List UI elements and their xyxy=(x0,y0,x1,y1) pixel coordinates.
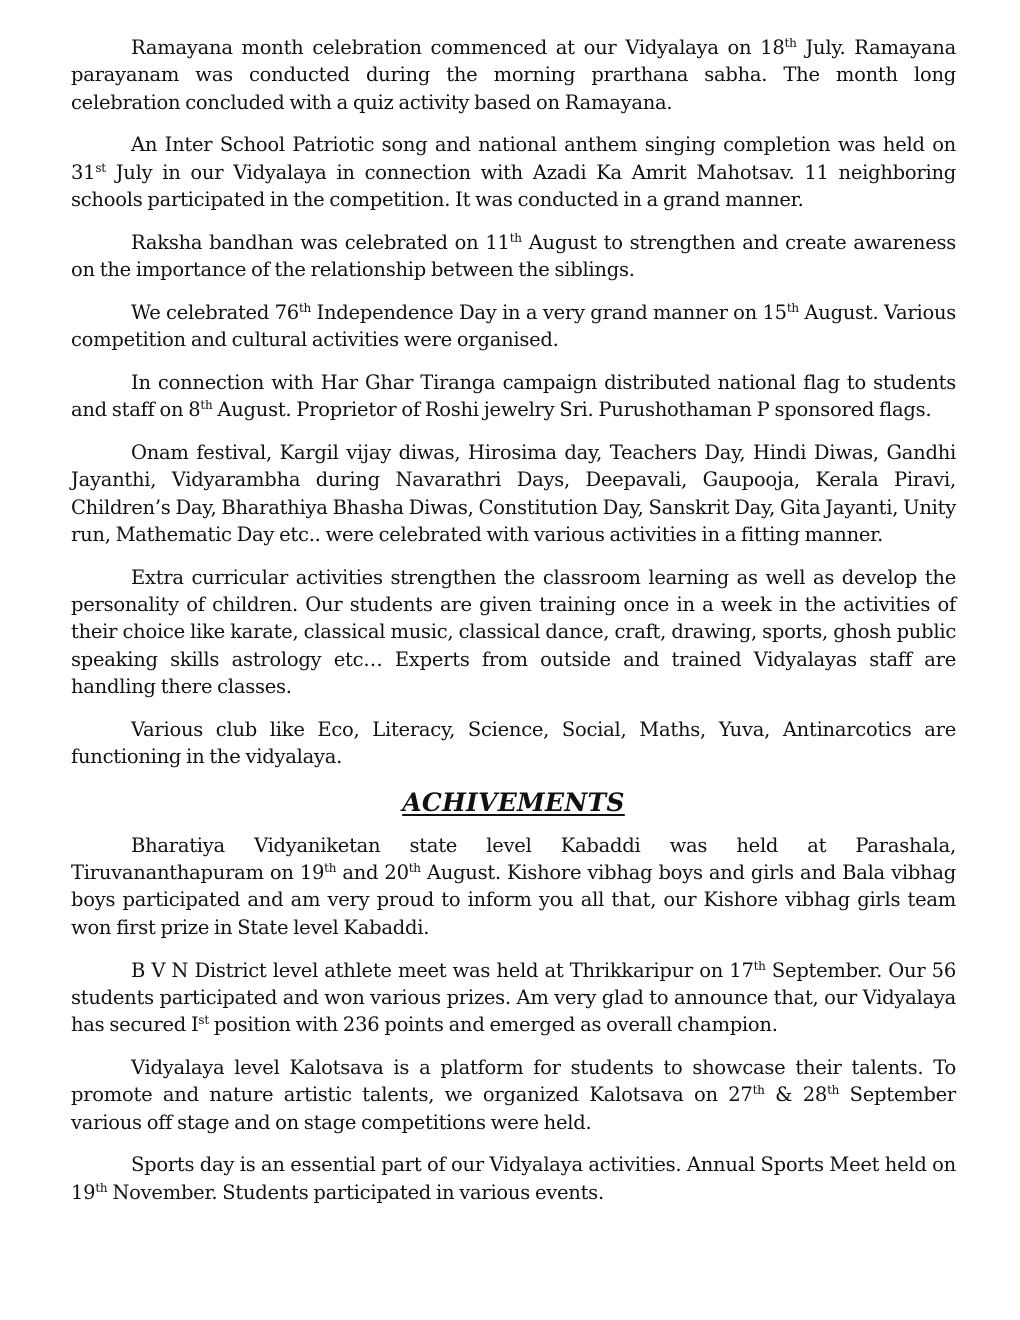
text: An Inter School Patriotic song and national anthem singing completion was held on 31 xyxy=(71,133,956,184)
achievements-heading: ACHIVEMENTS xyxy=(402,787,625,817)
paragraph-kalotsava xyxy=(71,1054,956,1136)
text: Ramayana month celebration commenced at our Vidyalaya on 18 xyxy=(131,36,785,59)
paragraph-raksha-bandhan xyxy=(71,229,956,284)
text: July in our Vidyalaya in connection with Azadi Ka Amrit Mahotsav. 11 neighboring schools participated in the competition. It was conducted in a grand manner. xyxy=(71,160,956,211)
text: Vidyalaya level Kalotsava is a platform for students to showcase their talents. To promote and nature artistic talents, we organized Kalotsava on 27 xyxy=(71,1055,956,1107)
ordinal-suffix: th xyxy=(784,36,797,50)
text: Bharatiya Vidyaniketan state level Kabaddi was held at Parashala, Tiruvananthapuram on 19 xyxy=(71,833,956,885)
text: In connection with Har Ghar Tiranga campaign distributed national flag to students and staff on 8 xyxy=(71,370,956,422)
ordinal-suffix: th xyxy=(509,230,522,245)
text: August to strengthen and create awareness on the importance of the relationship between the siblings. xyxy=(71,230,956,282)
text: August. Proprietor of Roshi jewelry Sri. Purushothaman P sponsored flags. xyxy=(212,398,932,422)
text: Independence Day in a very grand manner on 15 xyxy=(311,300,787,324)
ordinal-suffix: st xyxy=(95,160,106,175)
text: September. Our 56 students participated and won various prizes. Am very glad to announce that, our Vidyalaya has secured I xyxy=(71,958,956,1037)
ordinal-suffix: th xyxy=(298,300,311,315)
ordinal-suffix: st xyxy=(198,1013,209,1028)
ordinal-suffix: th xyxy=(95,1180,108,1195)
text: July. Ramayana parayanam was conducted during the morning prarthana sabha. The month long celebration concluded with a quiz activity based on Ramayana. xyxy=(71,36,956,114)
paragraph-kabaddi xyxy=(71,832,956,941)
text: Raksha bandhan was celebrated on 11 xyxy=(131,230,510,254)
ordinal-suffix: th xyxy=(752,1083,765,1098)
text: August. Kishore vibhag boys and girls and Bala vibhag boys participated and am very proud to inform you all that, our Kishore vibhag girls team won first prize in State level Kabaddi. xyxy=(71,861,956,939)
ordinal-suffix: th xyxy=(753,958,766,973)
paragraph-patriotic-song-competition xyxy=(71,131,956,213)
paragraph-independence-day xyxy=(71,299,956,354)
text: B V N District level athlete meet was held at Thrikkaripur on 17 xyxy=(131,958,754,982)
text: We celebrated 76 xyxy=(131,300,299,324)
text: position with 236 points and emerged as overall champion. xyxy=(208,1013,778,1037)
text: August. Various competition and cultural activities were organised. xyxy=(71,300,957,352)
text: September various off stage and on stage competitions were held. xyxy=(71,1083,956,1134)
paragraph-athlete-meet xyxy=(71,957,956,1039)
paragraph-extra-curricular: Extra curricular activities strengthen the classroom learning as well as develop the personality of children. Our students are given training once in a week in the activities of their choice like karate, classical music, classical dance, craft, drawing, sports, ghosh public speaking skills astrology etc… Experts from outside and trained Vidyalayas staff are handling there classes. xyxy=(71,565,956,698)
ordinal-suffix: th xyxy=(786,300,799,315)
text: and 20 xyxy=(336,861,409,885)
paragraph-clubs: Various club like Eco, Literacy, Science, Social, Maths, Yuva, Antinarcotics are functioning in the vidyalaya. xyxy=(71,717,956,769)
ordinal-suffix: th xyxy=(827,1083,840,1098)
ordinal-suffix: th xyxy=(408,861,421,876)
paragraph-har-ghar-tiranga xyxy=(71,369,956,424)
text: Sports day is an essential part of our Vidyalaya activities. Annual Sports Meet held on 19 xyxy=(71,1153,956,1204)
text: November. Students participated in various events. xyxy=(107,1180,604,1204)
paragraph-ramayana-month xyxy=(71,34,956,116)
paragraph-sports-day xyxy=(71,1151,956,1206)
paragraph-festivals: Onam festival, Kargil vijay diwas, Hirosima day, Teachers Day, Hindi Diwas, Gandhi Jayanthi, Vidyarambha during Navarathri Days, Deepavali, Gaupooja, Kerala Piravi, Children’s Day, Bharathiya Bhasha Diwas, Constitution Day, Sanskrit Day, Gita Jayanti, Unity run, Mathematic Day etc.. were celebrated with various activities in a fitting manner. xyxy=(71,441,956,546)
ordinal-suffix: th xyxy=(200,398,213,413)
ordinal-suffix: th xyxy=(324,861,337,876)
text: & 28 xyxy=(764,1083,828,1107)
